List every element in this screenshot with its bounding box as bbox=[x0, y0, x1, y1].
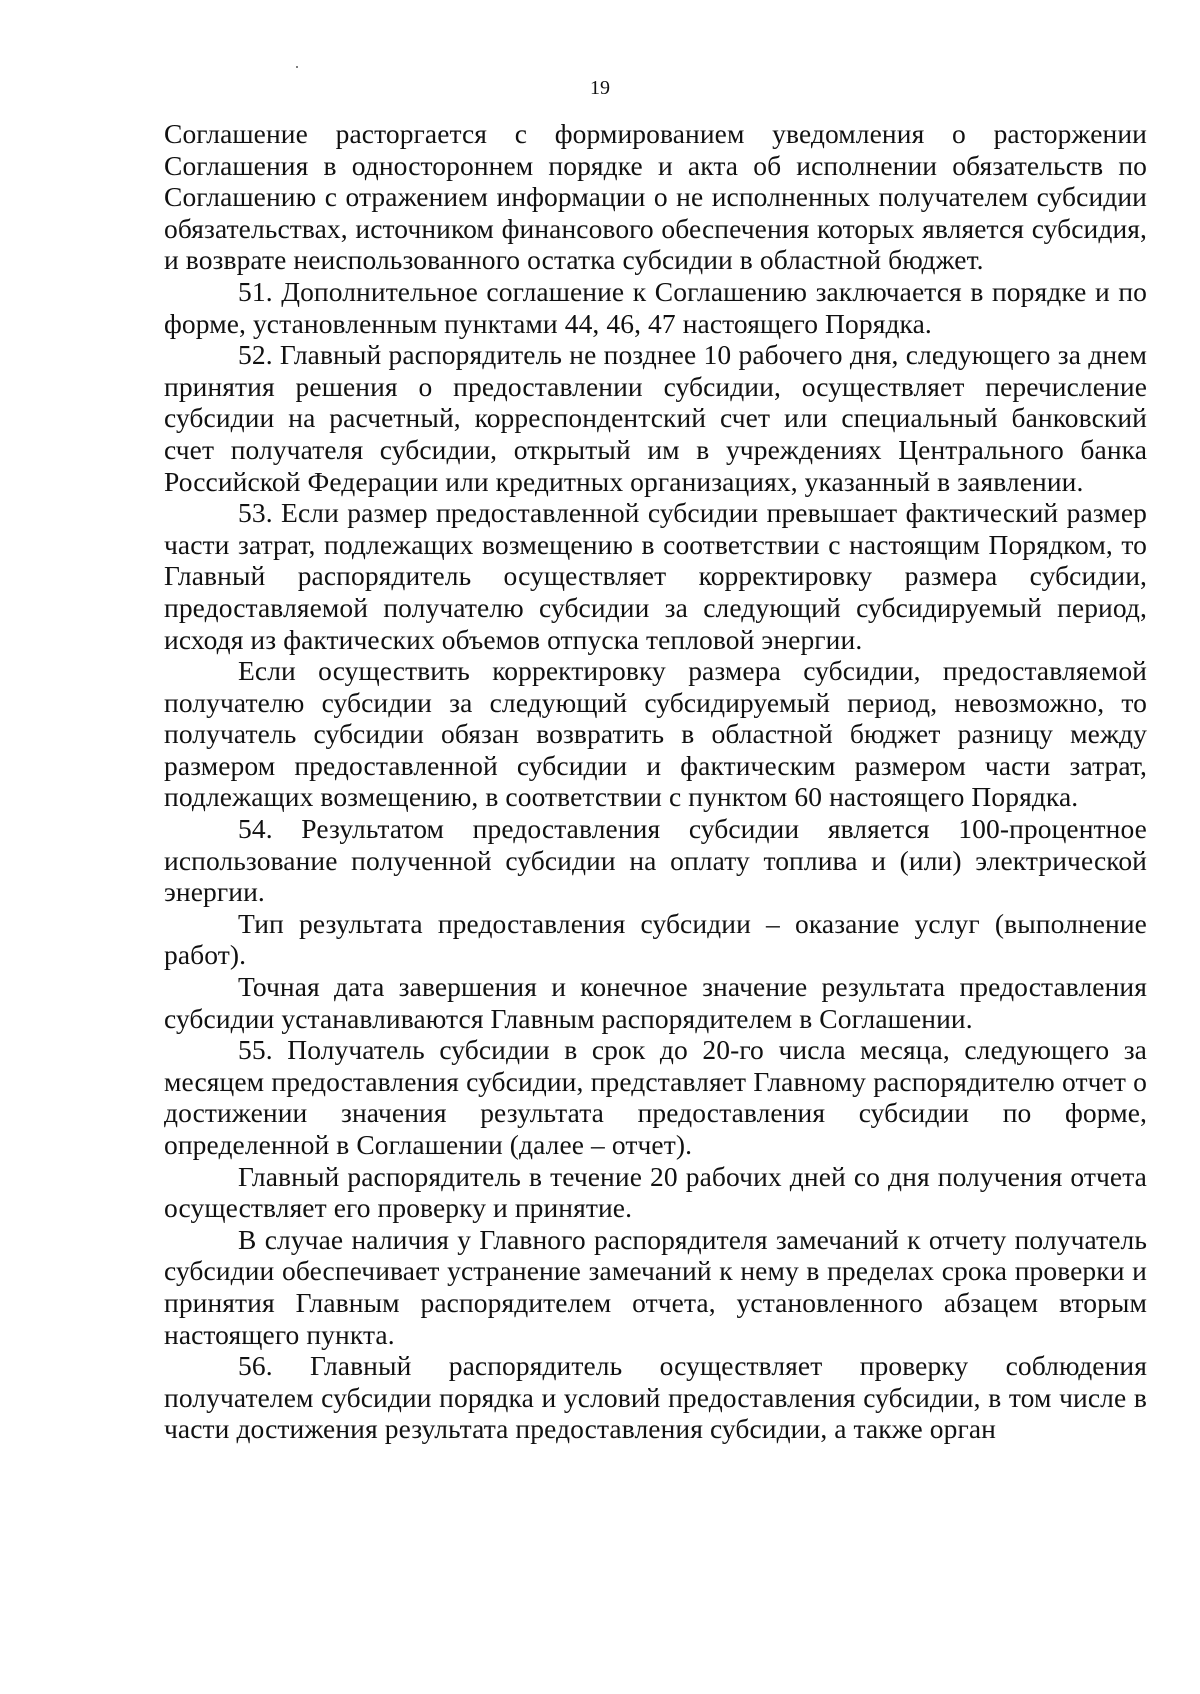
paragraph-item-55: 55. Получатель субсидии в срок до 20-го числа месяца, следующего за месяцем предоставления субсидии, представляет Главному распорядителю отчет о достижении значения результата предоставления субсидии по форме, определенной в Соглашении (далее – отчет). bbox=[164, 1034, 1147, 1160]
paragraph-item-54-result-type: Тип результата предоставления субсидии – оказание услуг (выполнение работ). bbox=[164, 907, 1147, 971]
scan-speck bbox=[296, 66, 298, 68]
paragraph-termination-continued: Соглашение расторгается с формированием уведомления о расторжении Соглашения в одностороннем порядке и акта об исполнении обязательств по Соглашению с отражением информации о не исполненных получателем субсидии обязательствах, источником финансового обеспечения которых является субсидия, и возврате неиспользованного остатка субсидии в областной бюджет. bbox=[164, 118, 1147, 276]
document-body bbox=[164, 118, 1147, 1445]
paragraph-item-54: 54. Результатом предоставления субсидии является 100-процентное использование полученной субсидии на оплату топлива и (или) электрической энергии. bbox=[164, 813, 1147, 908]
paragraph-item-55-review: Главный распорядитель в течение 20 рабочих дней со дня получения отчета осуществляет его проверку и принятие. bbox=[164, 1160, 1147, 1224]
paragraph-item-54-result-date: Точная дата завершения и конечное значение результата предоставления субсидии устанавливаются Главным распорядителем в Соглашении. bbox=[164, 971, 1147, 1034]
paragraph-item-51: 51. Дополнительное соглашение к Соглашению заключается в порядке и по форме, установленным пунктами 44, 46, 47 настоящего Порядка. bbox=[164, 275, 1147, 339]
paragraph-item-53: 53. Если размер предоставленной субсидии превышает фактический размер части затрат, подлежащих возмещению в соответствии с настоящим Порядком, то Главный распорядитель осуществляет корректировку размера субсидии, предоставляемой получателю субсидии за следующий субсидируемый период, исходя из фактических объемов отпуска тепловой энергии. bbox=[164, 497, 1147, 655]
paragraph-item-55-remarks: В случае наличия у Главного распорядителя замечаний к отчету получатель субсидии обеспечивает устранение замечаний к нему в пределах срока проверки и принятия Главным распорядителем отчета, установленного абзацем вторым настоящего пункта. bbox=[164, 1223, 1147, 1350]
paragraph-item-52: 52. Главный распорядитель не позднее 10 рабочего дня, следующего за днем принятия решения о предоставлении субсидии, осуществляет перечисление субсидии на расчетный, корреспондентский счет или специальный банковский счет получателя субсидии, открытый им в учреждениях Центрального банка Российской Федерации или кредитных организациях, указанный в заявлении. bbox=[164, 339, 1147, 497]
paragraph-item-56: 56. Главный распорядитель осуществляет проверку соблюдения получателем субсидии порядка и условий предоставления субсидии, в том числе в части достижения результата предоставления субсидии, а также орган bbox=[164, 1350, 1147, 1445]
paragraph-item-53-correction: Если осуществить корректировку размера субсидии, предоставляемой получателю субсидии за следующий субсидируемый период, невозможно, то получатель субсидии обязан возвратить в областной бюджет разницу между размером предоставленной субсидии и фактическим размером части затрат, подлежащих возмещению, в соответствии с пунктом 60 настоящего Порядка. bbox=[164, 655, 1147, 813]
page-number: 19 bbox=[590, 77, 610, 99]
